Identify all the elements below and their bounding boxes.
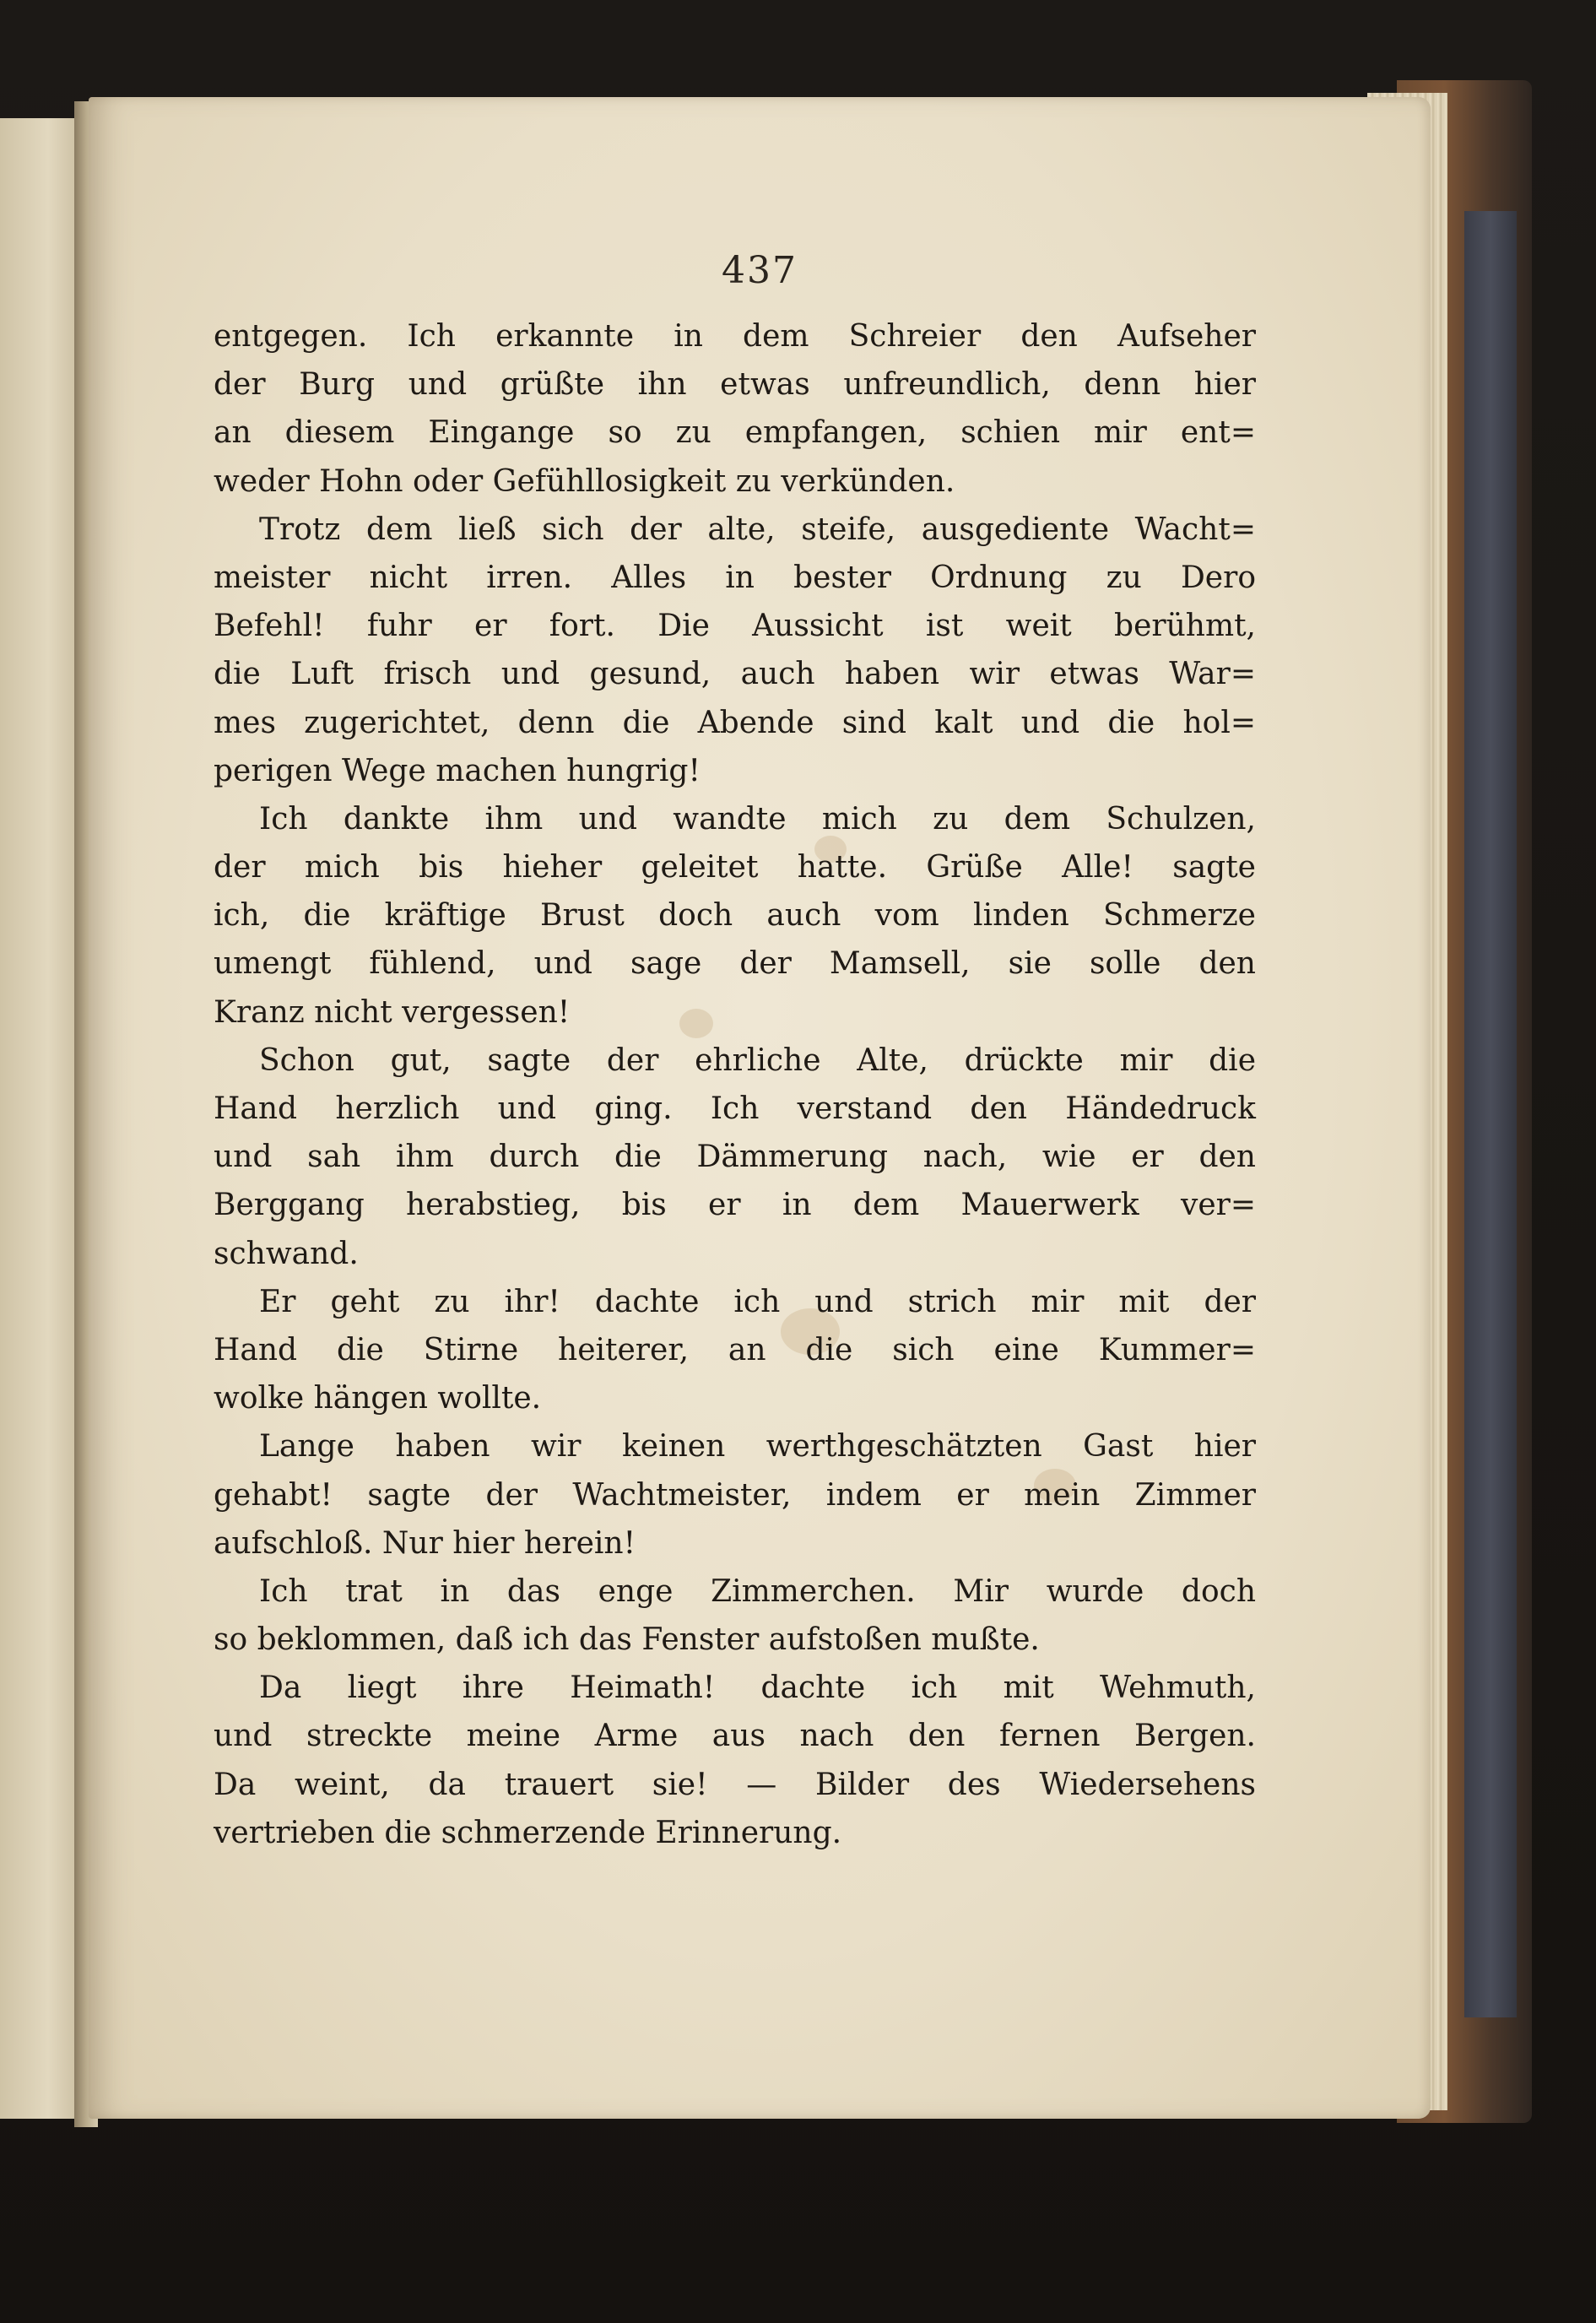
text-line: Hand herzlich und ging. Ich verstand den Händedruck (214, 1091, 1256, 1126)
text-line: und streckte meine Arme aus nach den fernen Bergen. (214, 1719, 1256, 1754)
text-line: Er geht zu ihr! dachte ich und strich mir mit der (259, 1284, 1256, 1319)
text-line: Berggang herabstieg, bis er in dem Mauerwerk ver= (214, 1188, 1256, 1223)
text-line: der Burg und grüßte ihn etwas unfreundlich, denn hier (214, 367, 1256, 403)
text-line: der mich bis hieher geleitet hatte. Grüße Alle! sagte (214, 850, 1256, 885)
text-line: Hand die Stirne heiterer, an die sich eine Kummer= (214, 1332, 1256, 1367)
text-line: Da weint, da trauert sie! — Bilder des Wiedersehens (214, 1767, 1256, 1802)
page-number: 437 (722, 249, 798, 292)
text-line: meister nicht irren. Alles in bester Ordnung zu Dero (214, 560, 1256, 595)
paragraph (214, 795, 1256, 1037)
text-line: vertrieben die schmerzende Erinnerung. (214, 1815, 842, 1850)
text-line: Da liegt ihre Heimath! dachte ich mit Wehmuth, (259, 1671, 1256, 1706)
paragraph (214, 1422, 1256, 1568)
previous-page-sliver (0, 118, 80, 2119)
text-line: Befehl! fuhr er fort. Die Aussicht ist weit berühmt, (214, 609, 1256, 644)
page-text (214, 312, 1256, 1857)
text-line: an diesem Eingange so zu empfangen, schien mir ent= (214, 415, 1256, 451)
paragraph (214, 1037, 1256, 1278)
paragraph (214, 1568, 1256, 1664)
text-line: so beklommen, daß ich das Fenster aufstoßen mußte. (214, 1622, 1040, 1658)
book-cover-spine (1464, 211, 1517, 2017)
text-line: Lange haben wir keinen werthgeschätzten Gast hier (259, 1429, 1256, 1465)
text-line: weder Hohn oder Gefühllosigkeit zu verkünden. (214, 463, 955, 499)
text-line: aufschloß. Nur hier herein! (214, 1525, 636, 1561)
paragraph (214, 1278, 1256, 1423)
text-line: Ich dankte ihm und wandte mich zu dem Schulzen, (259, 801, 1256, 837)
text-line: und sah ihm durch die Dämmerung nach, wie er den (214, 1140, 1256, 1175)
text-line: entgegen. Ich erkannte in dem Schreier den Aufseher (214, 319, 1256, 354)
book-page (89, 97, 1431, 2119)
text-line: gehabt! sagte der Wachtmeister, indem er mein Zimmer (214, 1477, 1256, 1513)
paragraph (214, 312, 1256, 506)
text-line: Schon gut, sagte der ehrliche Alte, drückte mir die (259, 1042, 1256, 1078)
text-line: die Luft frisch und gesund, auch haben wir etwas War= (214, 657, 1256, 692)
text-line: Ich trat in das enge Zimmerchen. Mir wurde doch (259, 1573, 1256, 1609)
paragraph (214, 506, 1256, 795)
text-line: wolke hängen wollte. (214, 1381, 542, 1416)
text-line: ich, die kräftige Brust doch auch vom linden Schmerze (214, 898, 1256, 934)
text-line: umengt fühlend, und sage der Mamsell, sie solle den (214, 946, 1256, 982)
text-line: perigen Wege machen hungrig! (214, 753, 701, 788)
text-line: mes zugerichtet, denn die Abende sind kalt und die hol= (214, 705, 1256, 740)
paragraph (214, 1664, 1256, 1857)
text-line: Trotz dem ließ sich der alte, steife, ausgediente Wacht= (259, 512, 1256, 547)
text-line: schwand. (214, 1236, 359, 1271)
text-line: Kranz nicht vergessen! (214, 994, 571, 1030)
